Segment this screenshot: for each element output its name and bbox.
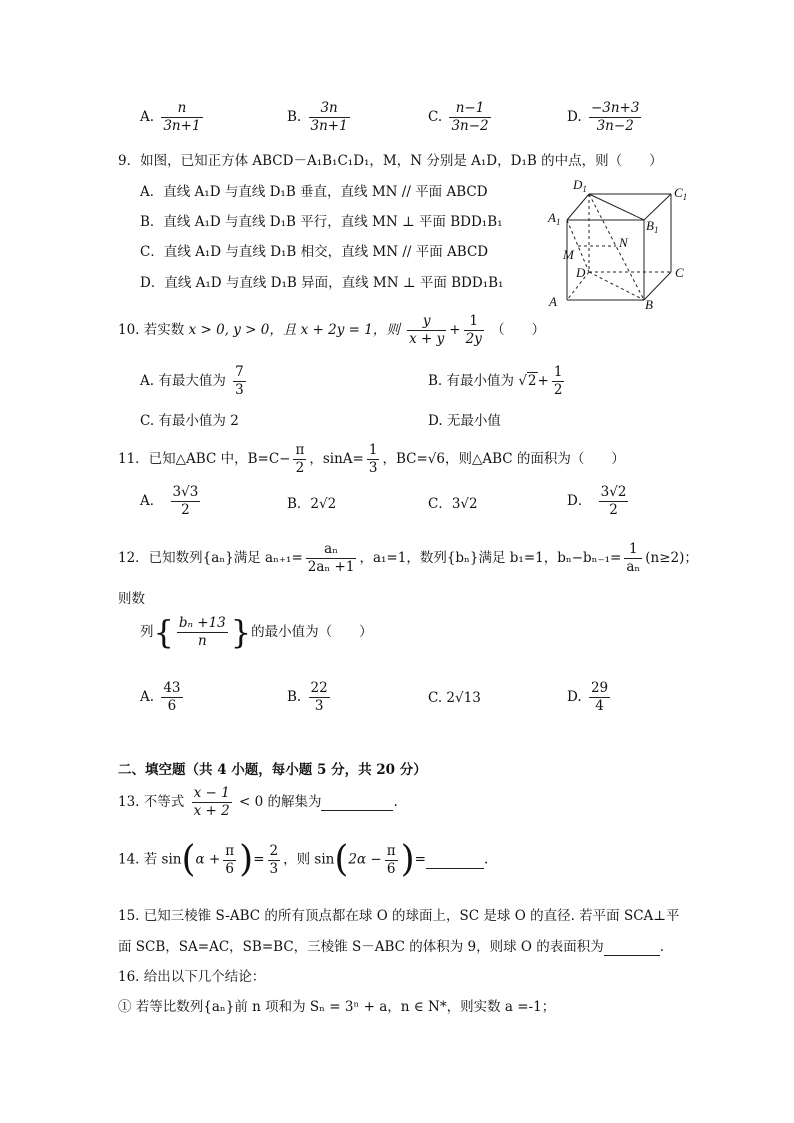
numerator: 7 bbox=[235, 364, 244, 380]
cube-figure bbox=[540, 175, 700, 315]
sqrt-expression: √2 bbox=[518, 373, 537, 389]
q8-option-d bbox=[567, 100, 644, 135]
q10-stem: 10. 若实数 x > 0, y > 0，且 x + 2y = 1，则 $\frac{y}{x + y}$ + $\frac{1}{2y}$ （ ） bbox=[118, 313, 546, 347]
fraction bbox=[161, 100, 202, 135]
q12-line3 bbox=[140, 615, 373, 650]
label-m: M bbox=[563, 247, 574, 262]
denominator: x + 2 bbox=[193, 803, 230, 819]
denominator: 2 bbox=[609, 502, 618, 518]
numerator: n−1 bbox=[449, 100, 490, 118]
q9-stem: 9．如图，已知正方体 ABCD－A₁B₁C₁D₁，M，N 分别是 A₁D，D₁B 的中点，则（ ） bbox=[118, 153, 663, 169]
q13-post: < 0 的解集为 bbox=[238, 794, 322, 810]
option-text: A. 有最大值为 bbox=[140, 373, 226, 389]
denominator: 2 bbox=[553, 382, 563, 398]
q14-a-inner: α + bbox=[195, 851, 221, 868]
radicand: 2 bbox=[527, 373, 537, 389]
q14-end: . bbox=[483, 851, 489, 868]
edge-c1b1 bbox=[644, 194, 671, 220]
q10-stem-pre: 10. 若实数 bbox=[118, 322, 185, 338]
right-paren: ) bbox=[400, 839, 415, 880]
fraction bbox=[177, 615, 228, 650]
option-label: C. bbox=[428, 109, 443, 125]
q12-stem-pre: 12．已知数列{aₙ}满足 aₙ₊₁= bbox=[118, 550, 303, 566]
q10-stem-post: （ ） bbox=[491, 322, 546, 338]
answer-blank[interactable] bbox=[426, 852, 484, 869]
fraction bbox=[223, 843, 236, 878]
q11-sin-text: ，sinA= bbox=[309, 451, 364, 467]
option-label: B. bbox=[287, 109, 302, 125]
q11-stem-pre: 11．已知△ABC 中，B=C− bbox=[118, 451, 291, 467]
denominator: 3n+1 bbox=[163, 118, 201, 134]
denominator: 4 bbox=[595, 698, 604, 714]
fraction bbox=[293, 442, 306, 477]
q12-option-c: C. 2√13 bbox=[428, 690, 481, 706]
fraction bbox=[464, 313, 484, 348]
denominator: 3 bbox=[235, 382, 244, 398]
denominator: n bbox=[197, 633, 207, 649]
fraction bbox=[589, 680, 610, 715]
numerator: π bbox=[225, 842, 235, 859]
option-label: A． bbox=[140, 493, 164, 509]
q12-option-b bbox=[287, 680, 333, 715]
numerator: 3√3 bbox=[172, 484, 199, 500]
q12-line2: 则数 bbox=[118, 591, 145, 607]
q12-stem-mid: ，a₁=1，数列{bₙ}满足 b₁=1，bₙ−bₙ₋₁= bbox=[359, 550, 622, 566]
denominator: 2aₙ +1 bbox=[307, 559, 355, 575]
numerator: 22 bbox=[310, 680, 328, 696]
fraction bbox=[161, 680, 182, 715]
fraction bbox=[309, 100, 350, 135]
label-a1: $A_1$ bbox=[548, 210, 561, 227]
denominator: 6 bbox=[386, 860, 396, 877]
edge-d1b1 bbox=[589, 194, 644, 220]
label-c1: $C_1$ bbox=[674, 185, 688, 202]
option-label: D. bbox=[567, 689, 582, 705]
label-n: N bbox=[619, 235, 628, 250]
fraction bbox=[367, 442, 380, 477]
numerator: 1 bbox=[553, 364, 563, 380]
q10-option-b: B. 有最小值为 √2+ $\frac{1}{2}$ bbox=[428, 364, 563, 398]
q11-option-a bbox=[140, 484, 203, 519]
q8-option-c bbox=[428, 100, 494, 135]
q12-line3-pre: 列 bbox=[140, 624, 154, 640]
diag-db-hidden bbox=[589, 272, 644, 300]
denominator: aₙ bbox=[626, 559, 641, 575]
numerator: π bbox=[295, 442, 305, 458]
equals-sign: = bbox=[253, 851, 265, 868]
numerator: 1 bbox=[624, 541, 642, 559]
q10-option-c: C. 有最小值为 2 bbox=[140, 413, 239, 429]
q8-option-a bbox=[140, 100, 206, 135]
equals-sign: = bbox=[414, 851, 426, 868]
section-heading: 二、填空题（共 4 小题，每小题 5 分，共 20 分） bbox=[118, 762, 427, 778]
denominator: 3n−2 bbox=[451, 118, 489, 134]
q14 bbox=[118, 839, 489, 880]
denominator: 2 bbox=[295, 460, 305, 476]
option-label: D． bbox=[567, 493, 592, 509]
option-label: A. bbox=[140, 109, 155, 125]
q11-option-b: B．2√2 bbox=[287, 496, 337, 512]
q9-option-a: A．直线 A₁D 与直线 D₁B 垂直，直线 MN // 平面 ABCD bbox=[140, 184, 488, 200]
q16-item1: ① 若等比数列{aₙ}前 n 项和为 Sₙ = 3ⁿ + a，n ∈ N*，则实数 a =-1； bbox=[118, 999, 556, 1015]
q12-line3-post: 的最小值为（ ） bbox=[251, 624, 373, 640]
q14-b-inner: 2α − bbox=[348, 851, 382, 868]
answer-blank[interactable] bbox=[604, 939, 660, 956]
q10-option-d: D. 无最小值 bbox=[428, 413, 501, 429]
denominator: 3n+1 bbox=[310, 118, 348, 134]
label-b: B bbox=[645, 297, 653, 312]
diag-d1b-hidden bbox=[589, 194, 644, 300]
fraction bbox=[192, 785, 232, 820]
numerator: aₙ bbox=[306, 541, 357, 559]
q14-pre: 14. 若 sin bbox=[118, 851, 182, 868]
q14-mid: ，则 sin bbox=[283, 851, 335, 868]
denominator: 6 bbox=[225, 860, 235, 877]
fraction bbox=[306, 541, 357, 576]
label-d1: $D_1$ bbox=[573, 177, 587, 194]
right-brace: } bbox=[230, 613, 252, 652]
denominator: 2 bbox=[181, 502, 190, 518]
q8-option-b bbox=[287, 100, 353, 135]
numerator: x − 1 bbox=[193, 785, 230, 801]
numerator: y bbox=[407, 313, 446, 331]
fraction bbox=[385, 843, 398, 878]
q10-option-a bbox=[140, 364, 249, 399]
label-d: D bbox=[576, 265, 586, 280]
left-paren: ( bbox=[181, 839, 196, 880]
label-b1: $B_1$ bbox=[646, 218, 659, 235]
fraction bbox=[407, 313, 446, 348]
q15-end: . bbox=[659, 939, 665, 955]
denominator: 3n−2 bbox=[596, 118, 634, 134]
q13-pre: 13. 不等式 bbox=[118, 794, 185, 810]
numerator: π bbox=[386, 842, 396, 859]
q13-end: . bbox=[393, 794, 398, 810]
label-a: A bbox=[549, 294, 557, 309]
q16-stem: 16. 给出以下几个结论： bbox=[118, 969, 266, 985]
q13 bbox=[118, 785, 398, 820]
edge-cb bbox=[644, 272, 671, 300]
q11-option-c: C．3√2 bbox=[428, 496, 478, 512]
fraction bbox=[171, 484, 201, 519]
numerator: 43 bbox=[163, 680, 181, 696]
numerator: −3n+3 bbox=[590, 100, 640, 116]
denominator: 2y bbox=[465, 331, 482, 347]
left-brace: { bbox=[153, 613, 174, 652]
q11-stem bbox=[118, 442, 625, 477]
fraction bbox=[268, 843, 281, 878]
numerator: 3√2 bbox=[600, 484, 627, 500]
q15-line1: 15. 已知三棱锥 S-ABC 的所有顶点都在球 O 的球面上，SC 是球 O 的直径. 若平面 SCA⊥平 bbox=[118, 908, 680, 924]
q9-option-b: B．直线 A₁D 与直线 D₁B 平行，直线 MN ⊥ 平面 BDD₁B₁ bbox=[140, 214, 503, 230]
q12-stem-post: (n≥2)； bbox=[645, 550, 698, 566]
fraction bbox=[552, 364, 565, 399]
numerator: 2 bbox=[269, 842, 279, 859]
option-label: A. bbox=[140, 689, 155, 705]
q11-stem-post: ，BC=√6，则△ABC 的面积为（ ） bbox=[382, 451, 625, 467]
fraction bbox=[624, 541, 642, 576]
q9-option-d: D．直线 A₁D 与直线 D₁B 异面，直线 MN ⊥ 平面 BDD₁B₁ bbox=[140, 275, 504, 291]
numerator: 3n bbox=[309, 100, 350, 118]
label-c: C bbox=[675, 265, 684, 280]
numerator: 29 bbox=[590, 680, 609, 696]
fraction bbox=[599, 484, 629, 519]
q12-option-a bbox=[140, 680, 186, 715]
option-label: B. bbox=[287, 689, 302, 705]
answer-blank[interactable] bbox=[321, 794, 393, 811]
denominator: 3 bbox=[368, 460, 378, 476]
denominator: 3 bbox=[269, 860, 279, 877]
numerator: 1 bbox=[464, 313, 484, 331]
q11-option-d bbox=[567, 484, 631, 519]
fraction bbox=[449, 100, 490, 135]
numerator: 1 bbox=[368, 442, 378, 458]
q12-stem bbox=[118, 541, 698, 576]
q15-line2-text: 面 SCB，SA=AC，SB=BC，三棱锥 S－ABC 的体积为 9，则球 O 的表面积为 bbox=[118, 939, 604, 955]
edge-a1d1 bbox=[567, 194, 589, 220]
q12-option-d bbox=[567, 680, 613, 715]
q10-condition: x > 0, y > 0，且 x + 2y = 1，则 bbox=[188, 322, 400, 338]
q15-line2 bbox=[118, 935, 664, 956]
q9-option-c: C．直线 A₁D 与直线 D₁B 相交，直线 MN // 平面 ABCD bbox=[140, 244, 489, 260]
fraction bbox=[589, 100, 642, 135]
option-text: B. 有最小值为 bbox=[428, 373, 515, 389]
denominator: 6 bbox=[167, 698, 177, 714]
numerator: bₙ +13 bbox=[178, 615, 226, 631]
left-paren: ( bbox=[334, 839, 349, 880]
denominator: 3 bbox=[314, 698, 324, 714]
fraction bbox=[309, 680, 330, 715]
right-paren: ) bbox=[239, 839, 254, 880]
option-label: D. bbox=[567, 109, 582, 125]
fraction bbox=[233, 364, 246, 399]
numerator: n bbox=[161, 100, 202, 118]
denominator: x + y bbox=[409, 331, 445, 347]
